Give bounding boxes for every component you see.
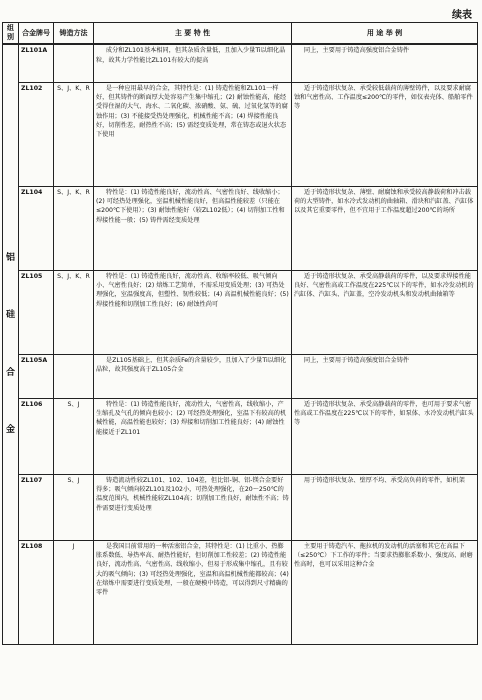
alloy-code: ZL105: [19, 270, 54, 354]
table-row: [3, 82, 478, 186]
alloy-uses: 主要用于铸造汽车、拖拉机的发动机的活塞和其它在高温下（≤250℃）下工作的零件；当要求热膨胀系数小、强度高、耐磨性高时，也可以采用这种合金: [292, 540, 478, 644]
alloy-uses: 适于铸造形状复杂、薄壁、耐腐蚀和承受较高静载荷和冲击载荷的大型铸件，如水冷式发动机的曲轴箱、滑块和汽缸盖、汽缸体以及其它重要零件，但不宜用于工作温度超过200℃的场所: [292, 186, 478, 270]
alloy-features: 成分和ZL101基本相同，但其杂质含量低，且加入少量Ti以细化晶粒，故其力学性能比ZL101有较大的提高: [94, 44, 292, 82]
alloy-uses: 用于铸造形状复杂、壁厚不均、承受高负荷的零件，如机架: [292, 474, 478, 540]
alloy-code: ZL102: [19, 82, 54, 186]
casting-method: [54, 44, 94, 82]
casting-method: S、J、K、R: [54, 186, 94, 270]
table-row: [3, 540, 478, 644]
alloy-uses: 适于铸造形状复杂、承受较低载荷的薄壁铸件，以及要求耐腐蚀和气密性高、工作温度≤200℃的零件，如仪表壳体、船舶零件等: [292, 82, 478, 186]
alloy-features: 是ZL105基础上，但其杂质Fe的含量较少，且加入了少量Ti以细化晶粒，故其强度高于ZL105合金: [94, 354, 292, 398]
casting-method: S、J: [54, 398, 94, 474]
alloy-code: ZL108: [19, 540, 54, 644]
alloy-uses: 同上，主要用于铸造高强度铝合金铸件: [292, 44, 478, 82]
alloy-uses: 适于铸造形状复杂、承受高静载荷的零件，以及要求焊接性能良好、气密性高或工作温度在225℃以下的零件，如水冷发动机的汽缸体、汽缸头、汽缸盖，空冷发动机头和发动机曲轴箱等: [292, 270, 478, 354]
alloy-uses: 适于铸造形状复杂、承受高静载荷的零件，也可用于要求气密性高或工作温度在225℃以下的零件，如泵体、水冷发动机汽缸头等: [292, 398, 478, 474]
casting-method: S、J、K、R: [54, 82, 94, 186]
alloy-code: ZL104: [19, 186, 54, 270]
header-uses: 用 途 举 例: [292, 23, 478, 45]
alloy-spec-table: [2, 22, 478, 645]
casting-method: S、J: [54, 474, 94, 540]
header-group: 组别: [3, 23, 19, 45]
table-row: [3, 398, 478, 474]
casting-method: S、J、K、R: [54, 270, 94, 354]
alloy-code: ZL105A: [19, 354, 54, 398]
alloy-features: 是我国目前常用的一种活塞铝合金，其特性是：(1) 比重小、热膨胀系数低、导热率高、耐热性能好，但切削加工性较差；(2) 铸造性能良好，流动性高、气密性高、线收缩小，但易于形成集中缩孔，且有较大的吸气倾向；(3) 可经热处理强化，室温和高温机械性能都较高；(4) 在熔炼中需要进行变质处理，一般在硬模中铸造，可以得到尺寸精确的零件: [94, 540, 292, 644]
alloy-features: 特性是：(1) 铸造性能良好，流动性大，气密性高，线收缩小，产生缩孔及气孔的倾向也较小；(2) 可经热处理强化，室温下有较高的机械性能，高温性能也较好；(3) 焊接和切削加工性能良好；(4) 耐蚀性能接近于ZL101: [94, 398, 292, 474]
alloy-features: 特性是：(1) 铸造性能良好，流动性高、气密性良好、线收缩小；(2) 可经热处理强化，室温机械性能良好，但高温性能较差（只能在≤200℃下使用）；(3) 耐蚀性能好（较ZL102低）；(4) 切削加工性和焊接性能一般；(5) 铸件需经变质处理: [94, 186, 292, 270]
continued-label: 续表: [452, 10, 472, 21]
table-row: [3, 44, 478, 82]
alloy-code: ZL107: [19, 474, 54, 540]
table-row: [3, 186, 478, 270]
alloy-features: 铸造流动性较ZL101、102、104差，但比铝-铜、铝-镁合金要好得多；吸气倾向较ZL101及102小，可热处理强化，在20～250℃的温度范围内，机械性能较ZL104高；切削加工性良好，耐蚀性不高；铸件需要进行变质处理: [94, 474, 292, 540]
header-method: 铸造方法: [54, 23, 94, 45]
table-row: [3, 474, 478, 540]
casting-method: [54, 354, 94, 398]
alloy-code: ZL106: [19, 398, 54, 474]
header-code: 合金牌号: [19, 23, 54, 45]
group-cell: 铝 硅 合 金: [3, 44, 19, 644]
casting-method: J: [54, 540, 94, 644]
alloy-features: 特性是：(1) 铸造性能良好，流动性高、收缩率较低、吸气倾向小、气密性良好；(2) 熔炼工艺简单，不需采用变质处理；(3) 可热处理强化，室温强度高，但塑性、韧性较低；(4) 高温机械性能良好；(5) 焊接性能和切削加工性良好；(6) 耐蚀性尚可: [94, 270, 292, 354]
alloy-code: ZL101A: [19, 44, 54, 82]
header-features: 主 要 特 性: [94, 23, 292, 45]
table-row: [3, 354, 478, 398]
table-header-row: [3, 23, 478, 45]
table-row: [3, 270, 478, 354]
alloy-uses: 同上，主要用于铸造高强度铝合金铸件: [292, 354, 478, 398]
alloy-features: 是一种应用最早的合金，其特性是：(1) 铸造性能和ZL101一样好，但其铸件的断面厚大处容易产生集中缩孔；(2) 耐蚀性能高，能经受得住湿的大气、海水、二氧化碳、浓硝酸、氨、硫、过氧化氢等的腐蚀作用；(3) 不能接受热处理强化，机械性能不高；(4) 焊接性能良好，切削性差，耐热性不高；(5) 需经变质处理，常在铸态或退火状态下使用: [94, 82, 292, 186]
